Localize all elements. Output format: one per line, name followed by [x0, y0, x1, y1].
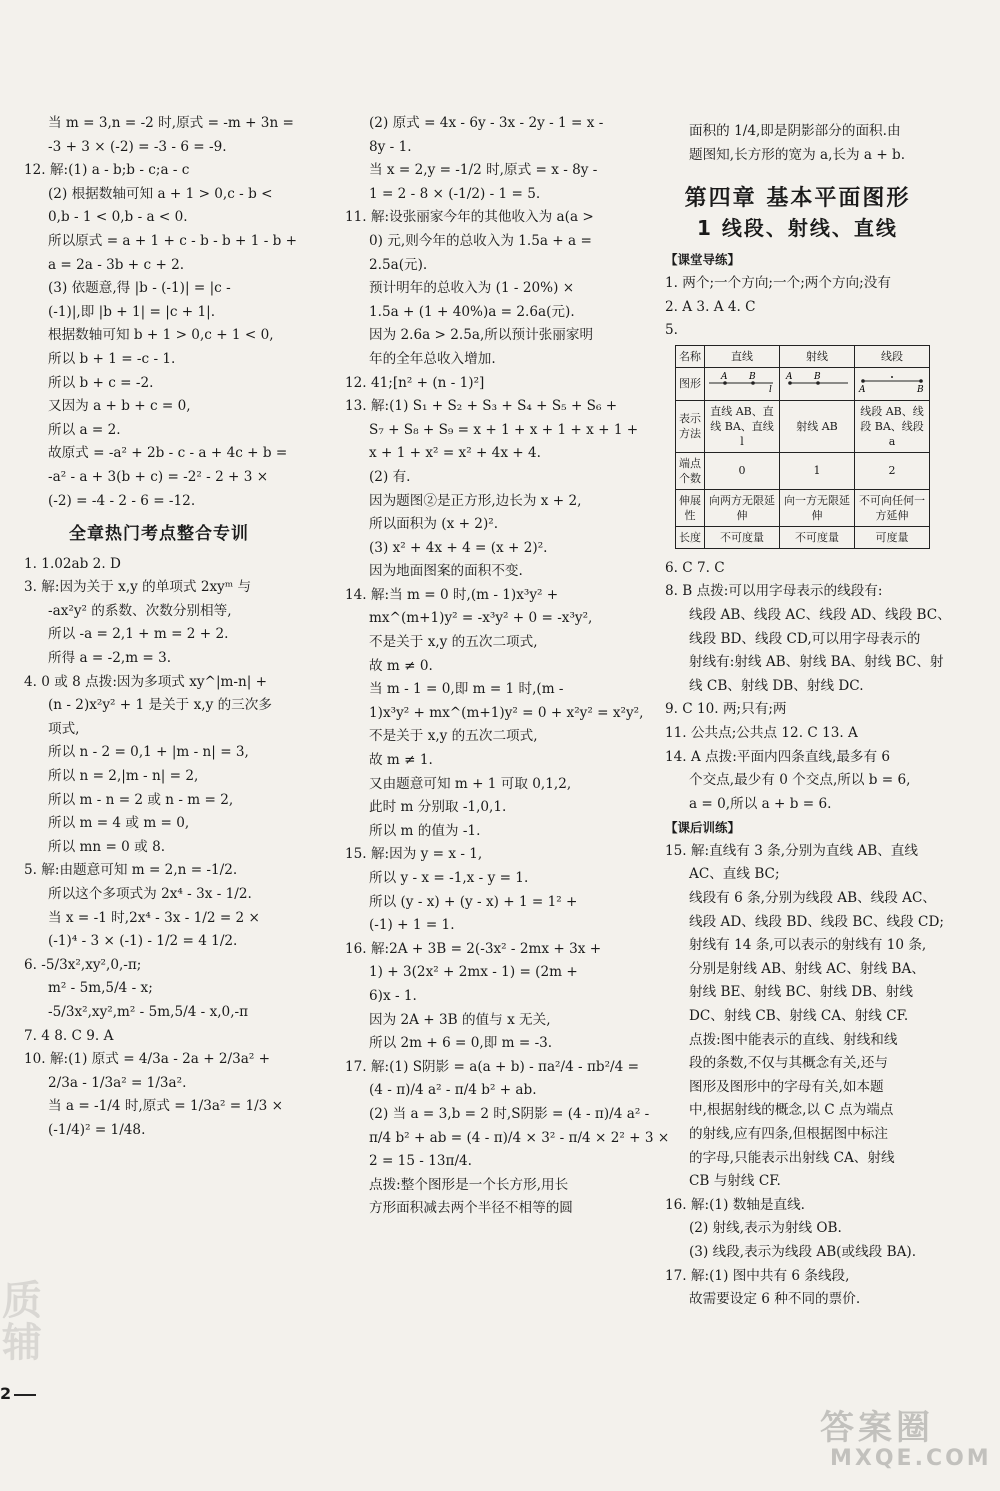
table-cell: 不可度量	[705, 526, 780, 548]
table-row	[676, 400, 930, 452]
answer-line: 1. 1.02ab 2. D	[24, 555, 121, 572]
chapter-title: 第四章 基本平面图形	[684, 186, 911, 212]
answer-line: 项式,	[48, 720, 80, 737]
answer-line: m² - 5m,5/4 - x;	[48, 980, 153, 997]
answer-line: (-1)⁴ - 3 × (-1) - 1/2 = 4 1/2.	[48, 933, 238, 950]
answer-line: 射线有 14 条,可以表示的射线有 10 条,	[689, 937, 927, 954]
answer-line: 12. 解:(1) a - b;b - c;a - c	[24, 162, 190, 179]
answer-line: 5. 解:由题意可知 m = 2,n = -1/2.	[24, 862, 238, 879]
answer-line: 16. 解:(1) 数轴是直线.	[665, 1196, 805, 1213]
answer-line: 所以 a = 2.	[48, 421, 121, 438]
bottom-right-watermark	[790, 1400, 990, 1480]
answer-line: 所以 m - n = 2 或 n - m = 2,	[48, 791, 234, 808]
table-row-label: 端点个数	[676, 452, 705, 489]
answer-line: 15. 解:因为 y = x - 1,	[345, 846, 483, 863]
answer-line: 不是关于 x,y 的五次二项式,	[369, 728, 538, 745]
answer-line: 因为地面图案的面积不变.	[369, 563, 523, 580]
answer-line: (2) 射线,表示为射线 OB.	[689, 1220, 842, 1237]
column-3-block-c	[665, 557, 951, 817]
svg-text:B: B	[749, 371, 756, 382]
answer-line: 中,根据射线的概念,以 C 点为端点	[689, 1102, 894, 1119]
answer-line: 0) 元,则今年的总收入为 1.5a + a =	[369, 232, 592, 249]
answer-line: 当 m - 1 = 0,即 m = 1 时,(m -	[369, 681, 564, 698]
answer-line: 此时 m 分别取 -1,0,1.	[369, 799, 507, 816]
answer-line: (3) 依题意,得 |b - (-1)| = |c -	[48, 280, 231, 297]
answer-line: 故 m ≠ 1.	[369, 752, 433, 769]
column-1-block-a	[24, 112, 298, 513]
svg-text:A: A	[721, 371, 728, 382]
column-3-block-d	[665, 840, 944, 1312]
answer-line: 所以这个多项式为 2x⁴ - 3x - 1/2.	[48, 886, 252, 902]
answer-line: 所以 b + 1 = -c - 1.	[48, 350, 176, 367]
answer-line: (n - 2)x²y² + 1 是关于 x,y 的三次多	[48, 697, 272, 714]
answer-line: 1.5a + (1 + 40%)a = 2.6a(元).	[369, 303, 575, 320]
answer-line: 当 m = 3,n = -2 时,原式 = -m + 3n =	[48, 115, 294, 131]
answer-line: 2 = 15 - 13π/4.	[369, 1153, 472, 1170]
answer-line: 所以 m 的值为 -1.	[369, 822, 481, 839]
answer-line: 根据数轴可知 b + 1 > 0,c + 1 < 0,	[48, 327, 274, 344]
left-watermark-text: 质辅	[2, 1278, 42, 1366]
table-row	[676, 452, 930, 489]
table-row	[676, 489, 930, 526]
answer-line: 射线有:射线 AB、射线 BA、射线 BC、射	[689, 654, 944, 671]
answer-line: 点拨:整个图形是一个长方形,用长	[369, 1176, 569, 1193]
answer-line: 所以面积为 (x + 2)².	[369, 516, 499, 533]
answer-line: 个交点,最少有 0 个交点,所以 b = 6,	[689, 772, 911, 789]
answer-line: 10. 解:(1) 原式 = 4/3a - 2a + 2/3a² +	[24, 1051, 271, 1068]
answer-line: 1) + 3(2x² + 2mx - 1) = (2m +	[369, 964, 578, 981]
answer-line: 5.	[665, 322, 678, 339]
answer-line: 点拨:图中能表示的直线、射线和线	[689, 1031, 898, 1048]
answer-line: 所以 -a = 2,1 + m = 2 + 2.	[48, 626, 229, 643]
answer-column-3	[665, 120, 951, 1312]
answer-line: DC、射线 CB、射线 CA、射线 CF.	[689, 1008, 909, 1025]
answer-line: (4 - π)/4 a² - π/4 b² + ab.	[369, 1082, 537, 1099]
answer-line: AC、直线 BC;	[689, 866, 780, 883]
answer-line: 当 x = 2,y = -1/2 时,原式 = x - 8y -	[369, 162, 598, 179]
segment-figure	[857, 371, 927, 393]
table-cell: 射线 AB	[780, 400, 855, 452]
watermark-logo-text: 答案圈	[820, 1408, 934, 1448]
answer-line: 因为 2A + 3B 的值与 x 无关,	[369, 1011, 551, 1028]
segment-figure-cell	[855, 367, 930, 400]
svg-text:A: A	[786, 371, 793, 382]
answer-line: 线段 AB、线段 AC、线段 AD、线段 BC、	[689, 606, 951, 623]
line-figure	[707, 371, 777, 393]
answer-line: 因为 2.6a > 2.5a,所以预计张丽家明	[369, 327, 594, 344]
answer-line: 14. 解:当 m = 0 时,(m - 1)x³y² +	[345, 586, 559, 603]
answer-line: 8. B 点拨:可以用字母表示的线段有:	[665, 583, 883, 600]
table-cell: 1	[780, 452, 855, 489]
answer-line: 所以 2m + 6 = 0,即 m = -3.	[369, 1035, 553, 1052]
answer-line: 11. 公共点;公共点 12. C 13. A	[665, 724, 858, 741]
table-row-label: 图形	[676, 367, 705, 400]
answer-line: 17. 解:(1) S阴影 = a(a + b) - πa²/4 - πb²/4 =	[345, 1058, 639, 1075]
section-heading-review: 全章热门考点整合专训	[69, 524, 249, 545]
page-number: 2	[0, 1384, 12, 1403]
answer-line: -5/3x²,xy²,m² - 5m,5/4 - x,0,-π	[48, 1003, 249, 1020]
answer-line: 所以 y - x = -1,x - y = 1.	[369, 870, 529, 886]
table-cell: 不可度量	[780, 526, 855, 548]
answer-line: 2/3a - 1/3a² = 1/3a².	[48, 1074, 187, 1091]
answer-line: 12. 41;[n² + (n - 1)²]	[345, 374, 485, 391]
answer-line: 因为题图②是正方形,边长为 x + 2,	[369, 492, 582, 509]
answer-line: S₇ + S₈ + S₉ = x + 1 + x + 1 + x + 1 +	[369, 421, 639, 438]
line-figure-cell	[705, 367, 780, 400]
answer-line: 15. 解:直线有 3 条,分别为直线 AB、直线	[665, 842, 918, 859]
answer-line: (3) x² + 4x + 4 = (x + 2)².	[369, 539, 548, 556]
table-cell: 线段 AB、线段 BA、线段 a	[855, 400, 930, 452]
table-cell: 直线 AB、直线 BA、直线 l	[705, 400, 780, 452]
answer-line: 线段有 6 条,分别为线段 AB、线段 AC、	[689, 890, 936, 907]
tag-after-class: 【课后训练】	[665, 820, 741, 836]
svg-text:A: A	[859, 384, 866, 393]
watermark-site-text: MXQE.COM	[830, 1446, 992, 1471]
answer-line: 故原式 = -a² + 2b - c - a + 4c + b =	[48, 445, 288, 462]
answer-line: CB 与射线 CF.	[689, 1173, 781, 1190]
answer-line: 2.5a(元).	[369, 256, 428, 273]
answer-line: 线 CB、射线 DB、射线 DC.	[689, 677, 864, 694]
answer-line: (2) 当 a = 3,b = 2 时,S阴影 = (4 - π)/4 a² -	[369, 1105, 650, 1122]
answer-line: 所以 n - 2 = 0,1 + |m - n| = 3,	[48, 744, 249, 761]
answer-column-1	[24, 112, 298, 1143]
answer-line: 所得 a = -2,m = 3.	[48, 650, 172, 667]
answer-line: 线段 BD、线段 CD,可以用字母表示的	[689, 630, 921, 647]
svg-text:B: B	[917, 384, 924, 393]
answer-line: 3. 解:因为关于 x,y 的单项式 2xyᵐ 与	[24, 579, 252, 596]
table-cell: 0	[705, 452, 780, 489]
page-number-rule	[14, 1394, 36, 1396]
answer-line: 2. A 3. A 4. C	[665, 298, 756, 315]
answer-line: 9. C 10. 两;只有;两	[665, 701, 787, 718]
answer-line: 1. 两个;一个方向;一个;两个方向;没有	[665, 274, 891, 291]
answer-line: 预计明年的总收入为 (1 - 20%) ×	[369, 280, 575, 297]
answer-line: 题图知,长方形的宽为 a,长为 a + b.	[689, 146, 906, 163]
column-2-block	[345, 112, 670, 1221]
tag-classroom: 【课堂导练】	[665, 252, 741, 268]
table-cell: 2	[855, 452, 930, 489]
answer-line: 13. 解:(1) S₁ + S₂ + S₃ + S₄ + S₅ + S₆ +	[345, 398, 618, 415]
table-cell: 向一方无限延伸	[780, 489, 855, 526]
answer-line: 11. 解:设张丽家今年的其他收入为 a(a >	[345, 209, 594, 226]
answer-line: 7. 4 8. C 9. A	[24, 1027, 114, 1044]
answer-line: 故 m ≠ 0.	[369, 657, 433, 674]
table-row-label: 长度	[676, 526, 705, 548]
answer-line: 所以 mn = 0 或 8.	[48, 838, 166, 855]
left-watermark	[0, 840, 56, 1366]
answer-line: 又因为 a + b + c = 0,	[48, 398, 191, 415]
table-header-cell: 直线	[705, 345, 780, 367]
answer-line: 6. -5/3x²,xy²,0,-π;	[24, 956, 142, 973]
answer-line: 4. 0 或 8 点拨:因为多项式 xy^|m-n| +	[24, 673, 268, 690]
answer-line: 分别是射线 AB、射线 AC、射线 BA、	[689, 960, 925, 977]
answer-line: 又由题意可知 m + 1 可取 0,1,2,	[369, 775, 572, 792]
answer-line: x + 1 + x² = x² + 4x + 4.	[369, 445, 541, 462]
svg-text:l: l	[769, 384, 772, 393]
table-row-label: 表示方法	[676, 400, 705, 452]
answer-line: π/4 b² + ab = (4 - π)/4 × 3² - π/4 × 2² + 3 ×	[369, 1129, 670, 1146]
answer-line: 所以原式 = a + 1 + c - b - b + 1 - b +	[48, 232, 298, 249]
answer-line: 17. 解:(1) 图中共有 6 条线段,	[665, 1267, 850, 1284]
answer-line: (2) 根据数轴可知 a + 1 > 0,c - b <	[48, 185, 273, 202]
answer-line: 面积的 1/4,即是阴影部分的面积.由	[689, 123, 901, 139]
svg-text:B: B	[814, 371, 821, 382]
section-title: 1 线段、射线、直线	[697, 215, 898, 240]
answer-line: 方形面积减去两个半径不相等的圆	[369, 1200, 573, 1217]
answer-line: 所以 b + c = -2.	[48, 374, 154, 391]
concept-table	[675, 345, 930, 549]
answer-line: 0,b - 1 < 0,b - a < 0.	[48, 209, 188, 226]
answer-line: 当 x = -1 时,2x⁴ - 3x - 1/2 = 2 ×	[48, 909, 260, 926]
answer-line: -3 + 3 × (-2) = -3 - 6 = -9.	[48, 138, 227, 155]
table-cell: 不可向任何一方延伸	[855, 489, 930, 526]
answer-line: 的射线,应有四条,但根据图中标注	[689, 1126, 888, 1142]
answer-line: 不是关于 x,y 的五次二项式,	[369, 634, 538, 651]
column-1-block-b	[24, 553, 294, 1143]
answer-line: a = 2a - 3b + c + 2.	[48, 256, 185, 273]
ray-figure-cell	[780, 367, 855, 400]
answer-line: -ax²y² 的系数、次数分别相等,	[48, 602, 232, 619]
table-row-label: 伸展性	[676, 489, 705, 526]
table-cell: 向两方无限延伸	[705, 489, 780, 526]
answer-line: (-2) = -4 - 2 - 6 = -12.	[48, 492, 196, 509]
answer-line: (2) 原式 = 4x - 6y - 3x - 2y - 1 = x -	[369, 115, 604, 131]
answer-line: 段的条数,不仅与其概念有关,还与	[689, 1055, 888, 1072]
table-row	[676, 367, 930, 400]
answer-line: 16. 解:2A + 3B = 2(-3x² - 2mx + 3x +	[345, 940, 602, 957]
answer-line: 线段 AD、线段 BD、线段 BC、线段 CD;	[689, 913, 944, 930]
answer-line: mx^(m+1)y² = -x³y² + 0 = -x³y²,	[369, 610, 593, 627]
answer-line: 的字母,只能表示出射线 CA、射线	[689, 1149, 895, 1166]
answer-line: 当 a = -1/4 时,原式 = 1/3a² = 1/3 ×	[48, 1098, 284, 1115]
table-header-cell: 射线	[780, 345, 855, 367]
answer-line: 6. C 7. C	[665, 559, 725, 576]
table-header-cell: 线段	[855, 345, 930, 367]
answer-line: 8y - 1.	[369, 138, 412, 155]
table-header-row	[676, 345, 930, 367]
answer-line: -a² - a + 3(b + c) = -2² - 2 + 3 ×	[48, 468, 269, 485]
answer-line: 1)x³y² + mx^(m+1)y² = 0 + x²y² = x²y²,	[369, 704, 644, 721]
answer-line: a = 0,所以 a + b = 6.	[689, 795, 832, 812]
answer-line: 6)x - 1.	[369, 987, 417, 1004]
table-cell: 可度量	[855, 526, 930, 548]
answer-line: 所以 m = 4 或 m = 0,	[48, 815, 190, 832]
answer-line: (-1) + 1 = 1.	[369, 917, 455, 934]
answer-line: 1 = 2 - 8 × (-1/2) - 1 = 5.	[369, 185, 541, 202]
answer-column-2	[345, 112, 670, 1221]
answer-line: 所以 n = 2,|m - n| = 2,	[48, 768, 199, 785]
answer-line: 故需要设定 6 种不同的票价.	[689, 1291, 861, 1308]
answer-line: 射线 BE、射线 BC、射线 DB、射线	[689, 984, 913, 1001]
answer-line: (-1/4)² = 1/48.	[48, 1121, 146, 1138]
answer-line: 14. A 点拨:平面内四条直线,最多有 6	[665, 748, 891, 765]
answer-line: 年的全年总收入增加.	[369, 350, 496, 367]
answer-line: 图形及图形中的字母有关,如本题	[689, 1078, 884, 1095]
table-header-cell: 名称	[676, 345, 705, 367]
ray-figure	[782, 371, 852, 393]
answer-line: (2) 有.	[369, 468, 411, 485]
table-row	[676, 526, 930, 548]
column-3-block-b	[665, 272, 930, 343]
answer-line: (-1)|,即 |b + 1| = |c + 1|.	[48, 303, 216, 320]
answer-line: (3) 线段,表示为线段 AB(或线段 BA).	[689, 1243, 917, 1260]
answer-line: 所以 (y - x) + (y - x) + 1 = 1² +	[369, 893, 578, 910]
column-3-block-a	[665, 120, 930, 167]
